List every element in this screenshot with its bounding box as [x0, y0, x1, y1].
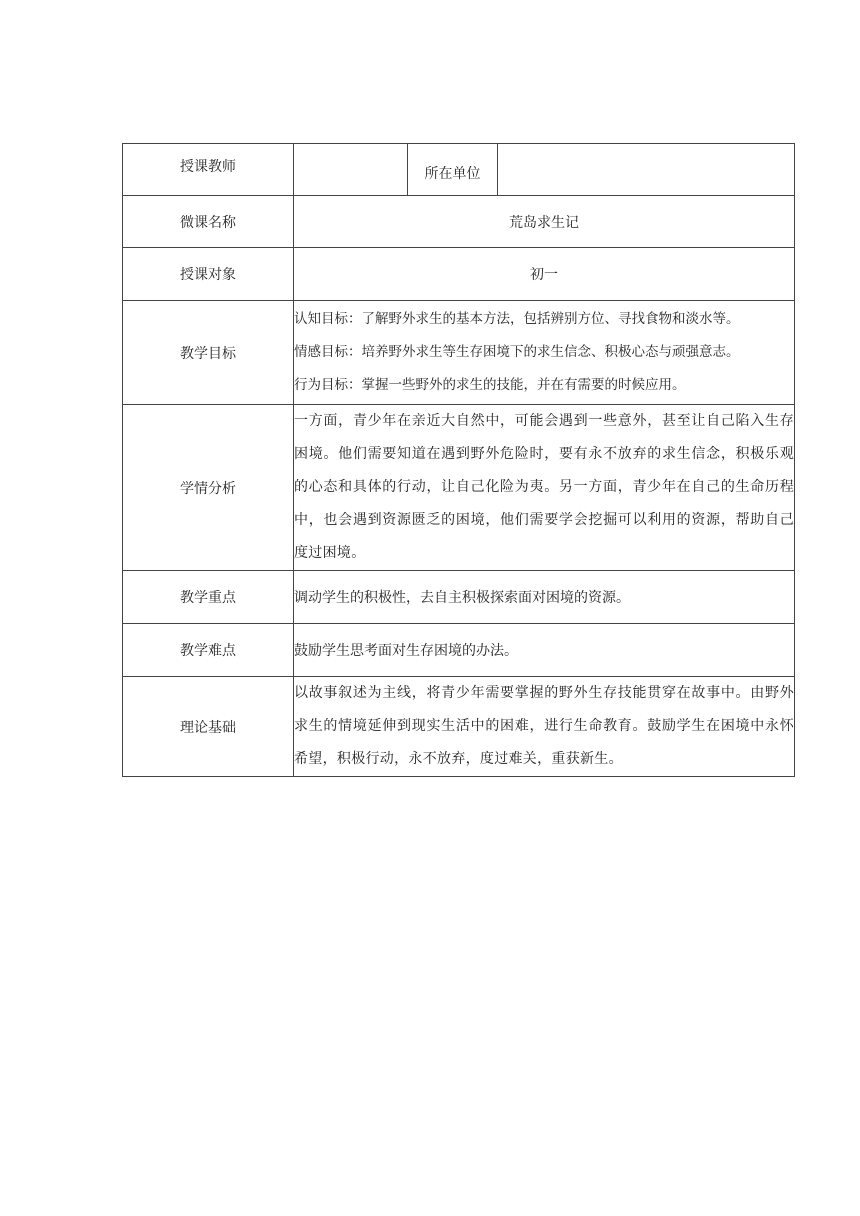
objective-cognitive: 认知目标：了解野外求生的基本方法，包括辨别方位、寻找食物和淡水等。 — [294, 311, 740, 327]
analysis-text: 一方面，青少年在亲近大自然中，可能会遇到一些意外，甚至让自己陷入生存困境。他们需要知道在遇到野外危险时，要有永不放弃的求生信念，积极乐观的心态和具体的行动，让自己化险为夷。另一方面，青少年在自己的生命历程中，也会遇到资源匮乏的困境，他们需要学会挖掘可以利用的资源，帮助自己度过困境。 — [294, 405, 795, 571]
row-teacher — [123, 144, 795, 196]
key-point-value: 调动学生的积极性，去自主积极探索面对困境的资源。 — [294, 571, 795, 624]
course-name-value: 荒岛求生记 — [294, 196, 795, 248]
teacher-label: 授课教师 — [123, 144, 294, 196]
row-theory — [123, 677, 795, 777]
objectives-label: 教学目标 — [123, 301, 294, 405]
objective-emotional: 情感目标：培养野外求生等生存困境下的求生信念、积极心态与顽强意志。 — [294, 344, 740, 360]
teacher-value — [294, 144, 408, 196]
audience-label: 授课对象 — [123, 248, 294, 301]
row-difficulty — [123, 624, 795, 677]
difficulty-value: 鼓励学生思考面对生存困境的办法。 — [294, 624, 795, 677]
objective-behavioral: 行为目标：掌握一些野外的求生的技能，并在有需要的时候应用。 — [294, 377, 686, 393]
row-key-point — [123, 571, 795, 624]
objectives-content — [294, 301, 795, 405]
difficulty-label: 教学难点 — [123, 624, 294, 677]
row-analysis — [123, 405, 795, 571]
row-objectives — [123, 301, 795, 405]
key-point-label: 教学重点 — [123, 571, 294, 624]
audience-value: 初一 — [294, 248, 795, 301]
row-course-name — [123, 196, 795, 248]
course-name-label: 微课名称 — [123, 196, 294, 248]
row-audience — [123, 248, 795, 301]
unit-value — [498, 144, 795, 196]
unit-label: 所在单位 — [408, 144, 498, 196]
theory-label: 理论基础 — [123, 677, 294, 777]
lesson-info-table — [122, 143, 795, 777]
analysis-label: 学情分析 — [123, 405, 294, 571]
theory-text: 以故事叙述为主线，将青少年需要掌握的野外生存技能贯穿在故事中。由野外求生的情境延伸到现实生活中的困难，进行生命教育。鼓励学生在困境中永怀希望，积极行动，永不放弃，度过难关，重获新生。 — [294, 677, 795, 777]
